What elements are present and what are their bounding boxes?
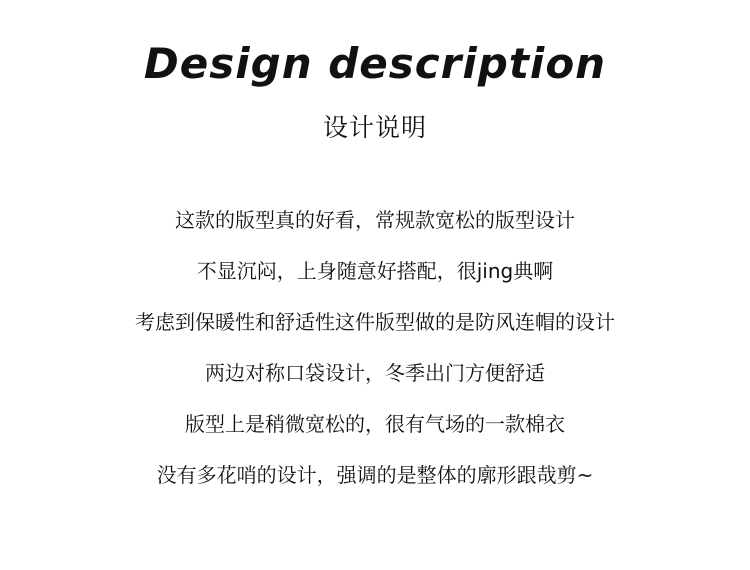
page-title-english: Design description [143, 39, 607, 88]
description-line: 没有多花哨的设计，强调的是整体的廓形跟哉剪~ [156, 463, 594, 487]
description-line: 两边对称口袋设计，冬季出门方便舒适 [205, 361, 545, 385]
page-title-chinese: 设计说明 [322, 113, 427, 142]
description-line: 这款的版型真的好看，常规款宽松的版型设计 [175, 208, 575, 232]
description-line: 不显沉闷，上身随意好搭配，很jing典啊 [196, 259, 554, 283]
description-text-block [0, 202, 750, 508]
description-line: 版型上是稍微宽松的，很有气场的一款棉衣 [185, 412, 565, 436]
description-line: 考虑到保暖性和舒适性这件版型做的是防风连帽的设计 [135, 310, 615, 334]
